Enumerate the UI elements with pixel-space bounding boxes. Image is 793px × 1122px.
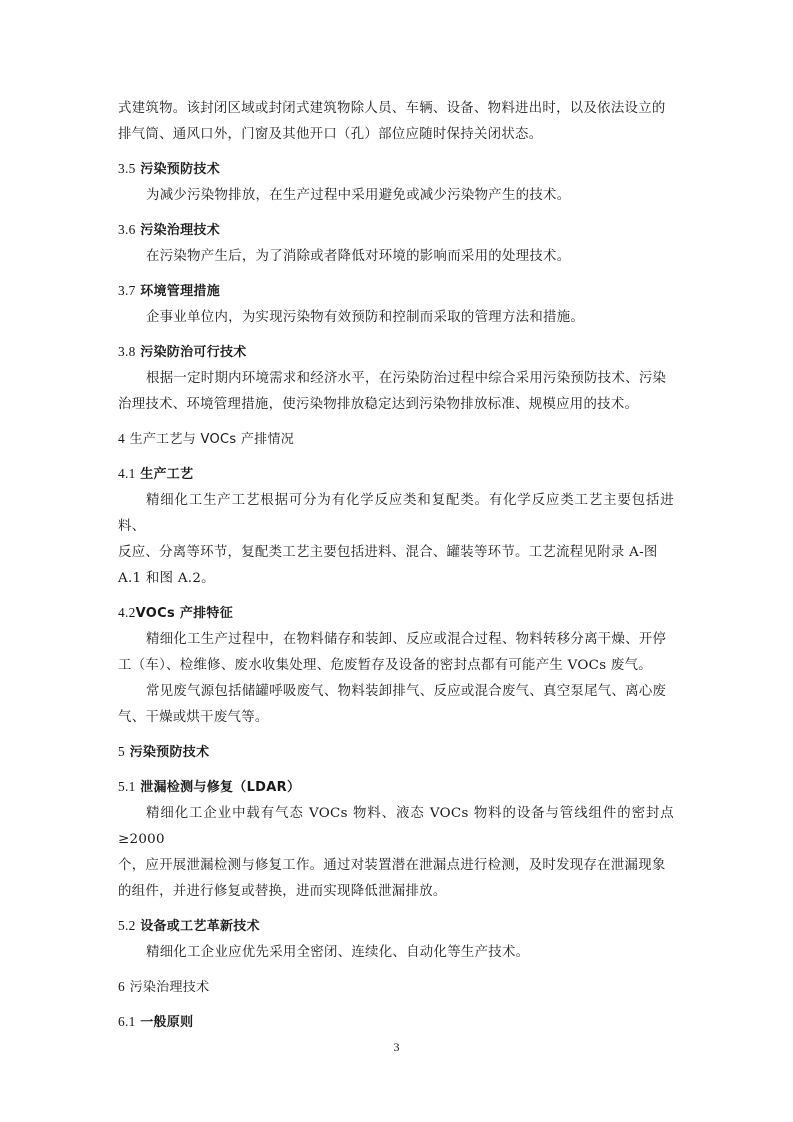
heading-5-1: 5.1 泄漏检测与修复（LDAR） (118, 779, 301, 795)
heading-5: 5 污染预防技术 (118, 744, 210, 760)
body-4-1-line-2: 反应、分离等环节，复配类工艺主要包括进料、混合、罐装等环节。工艺流程见附录 A-图 (118, 545, 658, 560)
document-page (118, 96, 674, 1036)
heading-6: 6 污染治理技术 (118, 979, 210, 995)
body-5-1-line-1: 精细化工企业中载有气态 VOCs 物料、液态 VOCs 物料的设备与管线组件的密封点≥2000 (118, 806, 674, 847)
body-4-1-line-3: A.1 和图 A.2。 (118, 571, 215, 586)
page-number: 3 (393, 1040, 400, 1054)
heading-4-2: 4.2VOCs 产排特征 (118, 605, 234, 621)
heading-3-6: 3.6 污染治理技术 (118, 222, 221, 238)
intro-line-1: 式建筑物。该封闭区域或封闭式建筑物除人员、车辆、设备、物料进出时，以及依法设立的 (118, 101, 666, 116)
body-5-1-line-3: 的组件，并进行修复或替换，进而实现降低泄漏排放。 (118, 884, 447, 899)
body-4-2-p1-line-2: 工（车）、检维修、废水收集处理、危废暂存及设备的密封点都有可能产生 VOCs 废气。 (118, 658, 653, 673)
body-3-7: 企事业单位内，为实现污染物有效预防和控制而采取的管理方法和措施。 (146, 310, 585, 325)
intro-line-2: 排气筒、通风口外，门窗及其他开口（孔）部位应随时保持关闭状态。 (118, 127, 543, 142)
body-3-5: 为减少污染物排放，在生产过程中采用避免或减少污染物产生的技术。 (146, 188, 571, 203)
body-4-2-p1-line-1: 精细化工生产过程中，在物料储存和装卸、反应或混合过程、物料转移分离干燥、开停 (146, 632, 667, 647)
heading-3-7: 3.7 环境管理措施 (118, 283, 221, 299)
heading-4: 4 生产工艺与 VOCs 产排情况 (118, 431, 295, 447)
body-5-2: 精细化工企业应优先采用全密闭、连续化、自动化等生产技术。 (146, 945, 530, 960)
body-4-2-p2-line-2: 气、干燥或烘干废气等。 (118, 710, 269, 725)
heading-3-5: 3.5 污染预防技术 (118, 161, 221, 177)
body-5-1-line-2: 个，应开展泄漏检测与修复工作。通过对装置潜在泄漏点进行检测，及时发现存在泄漏现象 (118, 858, 666, 873)
body-4-1-line-1: 精细化工生产工艺根据可分为有化学反应类和复配类。有化学反应类工艺主要包括进料、 (118, 493, 674, 534)
body-4-2-p2-line-1: 常见废气源包括储罐呼吸废气、物料装卸排气、反应或混合废气、真空泵尾气、离心废 (146, 684, 667, 699)
heading-3-8: 3.8 污染防治可行技术 (118, 344, 247, 360)
body-3-8-line-2: 治理技术、环境管理措施，使污染物排放稳定达到污染物排放标准、规模应用的技术。 (118, 397, 639, 412)
body-3-6: 在污染物产生后，为了消除或者降低对环境的影响而采用的处理技术。 (146, 249, 571, 264)
heading-5-2: 5.2 设备或工艺革新技术 (118, 918, 260, 934)
body-3-8-line-1: 根据一定时期内环境需求和经济水平，在污染防治过程中综合采用污染预防技术、污染 (146, 371, 667, 386)
heading-4-1: 4.1 生产工艺 (118, 466, 194, 482)
heading-6-1: 6.1 一般原则 (118, 1014, 194, 1030)
